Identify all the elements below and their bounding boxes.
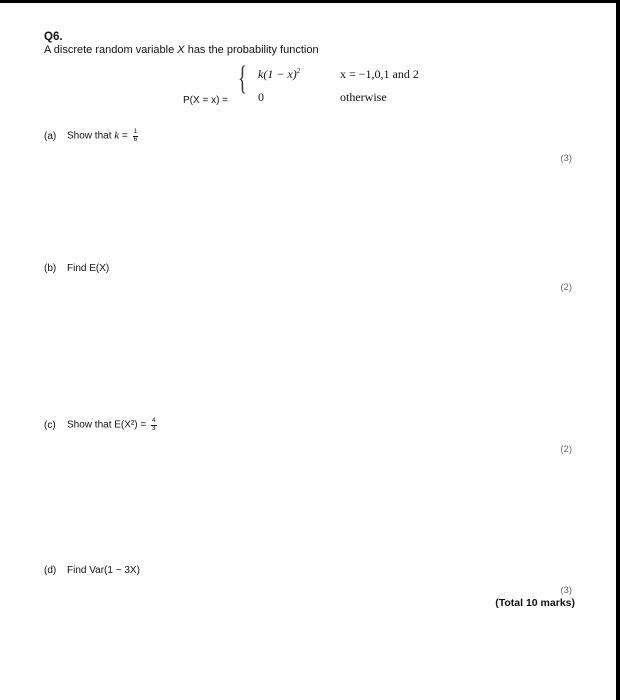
- part-d: [44, 565, 140, 576]
- part-c-frac-num: 4: [151, 417, 156, 424]
- total-marks: (Total 10 marks): [495, 597, 575, 609]
- pmf-case1-expression: [258, 67, 300, 82]
- part-d-text: Find Var(1 − 3X): [67, 565, 140, 576]
- pmf-case2-expression: 0: [258, 90, 264, 104]
- pmf-case1-base: k(1 − x): [258, 67, 297, 81]
- part-a-label: (a): [44, 130, 57, 142]
- page-top-edge: [0, 0, 620, 3]
- page-right-edge: [616, 0, 620, 700]
- part-c-frac-den: 3: [151, 424, 156, 432]
- part-a-text: Show that: [67, 130, 115, 142]
- intro-variable: X: [177, 44, 185, 56]
- intro-prefix: A discrete random variable: [44, 44, 178, 56]
- question-intro: [44, 44, 319, 56]
- part-b-text: Find E(X): [67, 263, 110, 274]
- part-c: [44, 418, 157, 432]
- part-c-marks: (2): [560, 444, 572, 455]
- part-a-fraction: [133, 129, 139, 143]
- part-b-marks: (2): [560, 282, 572, 293]
- part-b: [44, 263, 109, 274]
- part-d-label: (d): [44, 565, 57, 576]
- part-c-fraction: [151, 418, 157, 432]
- part-a-frac-num: 1: [133, 128, 138, 135]
- part-b-label: (b): [44, 263, 57, 274]
- part-c-text: Show that E(X²) =: [67, 419, 149, 431]
- pmf-case2-condition: otherwise: [340, 90, 387, 104]
- intro-suffix: has the probability function: [184, 44, 319, 56]
- question-number: Q6.: [44, 31, 63, 43]
- part-a-frac-den: 6: [133, 135, 138, 143]
- part-a-variable: k: [114, 129, 120, 142]
- pmf-lhs: P(X = x) =: [183, 95, 229, 106]
- pmf-case1-exponent: 2: [296, 67, 301, 75]
- part-a-marks: (3): [560, 153, 572, 164]
- pmf-brace: {: [238, 60, 247, 97]
- part-d-marks: (3): [560, 585, 572, 596]
- part-a-equals: =: [119, 130, 131, 142]
- pmf-case1-condition: x = −1,0,1 and 2: [340, 67, 419, 81]
- part-a: [44, 129, 138, 143]
- part-c-label: (c): [44, 419, 56, 431]
